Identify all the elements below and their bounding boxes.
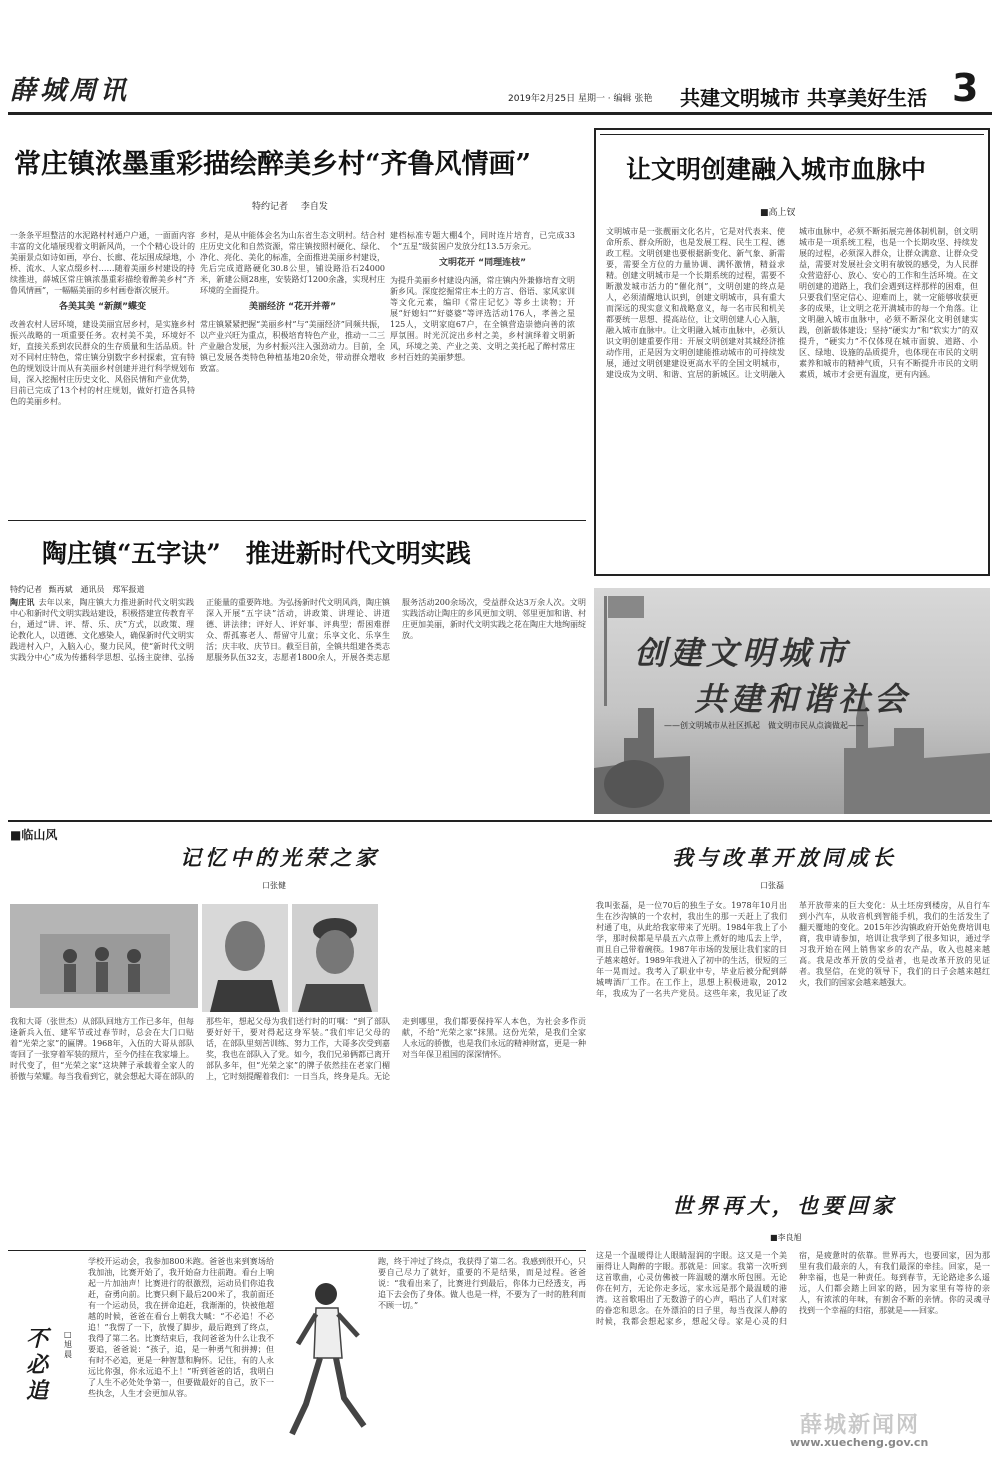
article2-body: 文明城市是一张靓丽文化名片，它是对代表来、使命所系、群众所盼，也是发展工程、民生工程、德政工程。文明创建也要根据新变化、新气象、新需要，需要全方位的力量协调、满怀激情，精益求精。创建文明城市是一个长期系统的过程，需要不断激发城市活力的“催化剂”，文明创建的终点是人，必须清醒地认识到，创建文明城市，具有重大而深远的现实意义和战略意义，每一名市民和机关都要统一思想、提高站位，让文明创建人心入脑，融入城市血脉中。让文明融入城市血脉中，必须认识文明创建重要作用：开展文明创建对其城经济推动作用，正是因为文明创建能推动城市的可持续发展，通过文明创建建设更高水平的全国文明城市，建设成为文明、和谐、宜居的新城区。让文明融入城市血脉中，必须不断拓展完善体制机制，创文明城市是一项系统工程，也是一个长期攻坚、持续发展的过程，必须深入群众，让群众满意、让群众受益，需要对发展社会文明有敏锐的感受，为人民群众营造舒心、放心、安心的工作和生活环境。在文明创建的道路上，我们会遇到这样那样的困难，但只要我们坚定信心、迎难而上，就一定能够收获更多的成果，让文明之花开满城市的每一个角落。让文明融入城市血脉中，必须不断深化文明创建实践，创新载体建设；坚持“硬实力”和“软实力”的双提升，“硬实力”不仅体现在城市面貌、道路、小区、绿地、设施的品质提升，也体现在市民的文明素养和城市的精神气质，只有不断提升市民的文明素质，城市才会更有温度，更有内涵。 — [606, 227, 978, 379]
article3-byline — [10, 584, 145, 595]
article5-body: 我叫张磊，是一位70后的独生子女。1978年10月出生在沙沟镇的一个农村，我出生的那一天赶上了我们村通了电，从此给我家带来了光明。1984年我上了小学，那时候都是早晨五六点带上煮好的地瓜去上学，而且自己带着碗筷。1987年市场的发展让我们家的日子越来越好。1989年我进入了初中的生活，很短的三年一晃而过。我考入了职业中专，毕业后被分配到薛城啤酒厂工作。在工作上，思想上积极进取，2012年，我成为了一名共产党员。这些年来，我见证了改革开放带来的巨大变化：从土坯房到楼房，从自行车到小汽车，从收音机到智能手机，我们的生活发生了翻天覆地的变化。2015年沙沟镇政府开始免费培训电商，我申请参加，培训让我学到了很多知识，通过学习我开始在网上销售家乡的农产品，收入也越来越高。我是改革开放的受益者，也是改革开放的见证者。我坚信，在党的领导下，我们的日子会越来越红火，我们的国家会越来越强大。 — [596, 901, 990, 998]
family-photo — [10, 904, 198, 1008]
portrait-right-art — [292, 904, 378, 1012]
byline-names: 甄再斌 通讯员 郑军报道 — [48, 585, 145, 594]
article1-col3 — [390, 230, 575, 510]
date-line: 2019年2月25日 星期一 · 编辑 张艳 — [508, 94, 653, 104]
subheading: 各美其美 “新颜”蝶变 — [59, 302, 146, 312]
byline-name: 李自发 — [300, 202, 328, 212]
article7-body2: 跑，终于冲过了终点，我获得了第二名。我感到很开心，只要自己尽力了就好，重要的不是结果，而是过程。爸爸说：“我看出来了，比赛进行到最后，你体力已经透支，再追下去会伤了身体。做人也是一样，不要为了一时的胜利而不顾一切。” — [378, 1257, 586, 1310]
article6-byline: ■李良旭 — [770, 1233, 802, 1242]
article4-body: 我和大哥（张世杰）从部队回地方工作已多年，但每逢新兵入伍、建军节或过春节时，总会在大门口贴着“光荣之家”的匾牌。1968年，入伍的大哥从部队寄回了一张穿着军装的照片，至今仍挂在我家墙上。时代变了，但“光荣之家”这块牌子承载着全家人的骄傲与荣耀。每当我看到它，就会想起大哥在部队的那些年，想起父母为我们送行时的叮嘱：“到了部队要好好干，要对得起这身军装。”我们牢记父母的话，在部队里刻苦训练、努力工作，大哥多次受到嘉奖，我也在部队入了党。如今，我们兄弟俩都已离开部队多年，但“光荣之家”的牌子依然挂在老家门楣上，它时刻提醒着我们：一日当兵，终身是兵。无论走到哪里，我们都要保持军人本色，为社会多作贡献，不给“光荣之家”抹黑。这份光荣，是我们全家人永远的骄傲，也是我们永远的精神财富，更是一种对当年保卫祖国的深深情怀。 — [10, 1017, 586, 1081]
article6-headline: 世界再大，也要回家 — [672, 1193, 897, 1218]
section-title: 共建文明城市 共享美好生活 — [680, 86, 927, 110]
paragraph: 乡村，是从中能体会名为山东省生态文明村。结合村庄历史文化和自然资源，常庄镇按照村硬化、绿化、净化、亮化、美化的标准，全面推进美丽乡村建设，先后完成道路硬化30.8公里，铺设路沿石24000米，新建公厕28座，安装路灯1200余盏，实现村庄环境的全面提升。 — [200, 231, 385, 295]
banner-line2: 共建和谐社会 — [694, 680, 911, 718]
footer-watermark: 薛城新闻网 — [800, 1412, 921, 1438]
article4-headline: 记忆中的光荣之家 — [180, 845, 380, 870]
paragraph: 去年以来，陶庄镇大力推进新时代文明实践中心和新时代文明实践站建设，积极搭建宣传教育平台，通过“讲、评、帮、乐、庆”方式，以政策、理论教化人，以道德、文化感染人，确保新时代文明实践进村入户，入脑入心，聚力民风，使“新时代文明实践分中心”成为传播科学思想、弘扬主旋律、弘扬正能量的重要阵地。为弘扬新时代文明风尚，陶庄镇深入开展“五字诀”活动，讲政策、讲理论、讲道德、讲法律；评好人、评好事、评典型；帮困难群众、帮孤寡老人、帮留守儿童；乐享文化、乐享生活；庆丰收、庆节日。截至目前，全镇共组建各类志愿服务队伍32支，志愿者1800余人，开展各类志愿服务活动200余场次，受益群众达3万余人次。文明实践活动让陶庄的乡风更加文明、邻里更加和谐、村庄更加美丽，新时代文明实践之花在陶庄大地绚丽绽放。 — [10, 598, 586, 662]
banner-image — [594, 588, 990, 814]
divider — [8, 1250, 586, 1251]
family-photo-art — [10, 904, 198, 1008]
runner-photo — [278, 1258, 374, 1454]
article7-headline: 不必追 — [26, 1326, 49, 1404]
byline-label: 特约记者 — [252, 202, 289, 212]
paragraph: 建档标准专题大棚4个，同时连片培育，已完成33个“五星”级贫困户发放分红13.5万余元。 — [390, 231, 575, 251]
masthead-rule — [8, 112, 992, 115]
article3-headline: 陶庄镇“五字诀” 推进新时代文明实践 — [42, 539, 471, 568]
portrait-right-photo — [292, 904, 378, 1012]
column-tag: ■临山风 — [10, 828, 58, 842]
article1-col1 — [10, 230, 195, 510]
divider — [8, 520, 586, 521]
subheading: 文明花开 “同理连枝” — [439, 258, 526, 268]
lead-name: 陶庄讯 — [10, 598, 35, 607]
page-number: 3 — [952, 66, 979, 110]
subheading: 美丽经济 “花开并蒂” — [249, 302, 336, 312]
article5-headline: 我与改革开放同成长 — [672, 845, 897, 870]
article3-body — [10, 597, 586, 805]
banner-line1: 创建文明城市 — [634, 634, 851, 672]
article6-body: 这是一个温暖得让人眼睛湿润的字眼。这又是一个美丽得让人陶醉的字眼。那就是：回家。我第一次听到这首歌曲，心灵仿佛被一阵温暖的潮水所包围。无论你在何方，无论你走多远，家永远是那个最温暖的港湾。这首歌唱出了无数游子的心声，唱出了人们对家的眷恋和思念。在外漂泊的日子里，每当夜深人静的时候，我都会想起家乡，想起父母。家是心灵的归宿，是疲惫时的依靠。世界再大，也要回家，因为那里有我们最亲的人，有我们最深的牵挂。回家，是一种幸福，也是一种责任。每到春节，无论路途多么遥远，人们都会踏上回家的路，因为家里有等待的亲人，有浓浓的年味，有割舍不断的亲情。你的灵魂寻找到一个幸福的归宿，那就是——回家。 — [596, 1251, 990, 1326]
article5-byline: 口张磊 — [760, 881, 784, 890]
paragraph: 常庄镇紧紧把握“美丽乡村”与“美丽经济”同频共振，以产业兴旺为重点，积极培育特色产业，推动一二三产业融合发展，为乡村振兴注入强劲动力。目前，全镇已发展各类特色种植基地20余处，带动群众增收致富。 — [200, 320, 385, 373]
article2-byline: ■高上钗 — [760, 208, 796, 218]
paragraph: 改善农村人居环境，建设美丽宜居乡村，是实施乡村振兴战略的一项重要任务。农村美不美，环境好不好，直接关系到农民群众的生存质量和生活品质。针对不同村庄特色，常庄镇分别数字乡村探索，宜有特色的规划设计而从有美丽乡村创建并进行科学规划布局，深入挖掘村庄历史文化、风俗民情和产业优势，目前已完成了13个村的村庄规划，做好打造各具特色的美丽乡村。 — [10, 320, 195, 406]
article1-headline: 常庄镇浓墨重彩描绘醉美乡村“齐鲁风情画” — [14, 149, 532, 180]
article1-byline — [252, 199, 328, 212]
paragraph: 为提升美丽乡村建设内涵，常庄镇内外兼修培育文明新乡风。深度挖掘常庄本土的方言、俗语、家风家训等文化元素，编印《常庄记忆》等乡土读物；开展“好媳妇”“好婆婆”等评选活动176人，孝善之星125人，文明家庭67户，在全镇营造崇德向善的浓厚氛围。时光沉淀出乡村之美，乡村演绎着文明新风，环境之美、产业之美、文明之美托起了醉村常庄乡村百姓的美丽梦想。 — [390, 276, 575, 362]
article2-headline: 让文明创建融入城市血脉中 — [626, 155, 927, 184]
portrait-left-photo — [202, 904, 288, 1012]
article7-body: 学校开运动会，我参加800米跑。爸爸也来到赛场给我加油，比赛开始了，我开始奋力往前跑。看台上响起一片加油声！比赛进行的很激烈，运动员们你追我赶，奋勇向前。比赛只剩下最后200米了，我前面还有一个运动员，我在拼命追赶，我渐渐的，快被他超越的时候，爸爸在看台上朝我大喊：“不必追！不必追！”我愣了一下，放慢了脚步，最后跑到了终点，我得了第二名。比赛结束后，我问爸爸为什么让我不要追，爸爸说：“孩子，追，是一种勇气和拼搏；但有时不必追，更是一种智慧和胸怀。记住，有的人永远比你强，你永远追不上！”听到爸爸的话，我明白了人生不必处处争第一，但要做最好的自己，放下一些执念，人生才会更加从容。 — [88, 1257, 274, 1398]
article4-byline: 口张健 — [262, 881, 286, 890]
article7-byline: □旭晨 — [64, 1330, 72, 1359]
paragraph: 一条条平坦整洁的水泥路村村通户户通，一面面内容丰富的文化墙展现着文明新风尚，一个个精心设计的美丽景点如诗如画，亭台、长廊、花坛围成绿地，小桥、流水、人家点缀乡村……随着美丽乡村建设的持续推进，薛城区常庄镇浓墨重彩描绘着醉美乡村“齐鲁风情画”，一幅幅美丽的乡村画卷渐次展开。 — [10, 231, 195, 295]
runner-art — [278, 1258, 374, 1454]
section-rule — [8, 820, 992, 822]
byline-prefix: 特约记者 — [10, 585, 42, 594]
footer-url: www.xuecheng.gov.cn — [790, 1436, 929, 1449]
banner-caption: ——创文明城市从社区抓起 做文明市民从点滴做起—— — [664, 721, 864, 730]
box-inner-rule — [600, 134, 984, 135]
portrait-left-art — [202, 904, 288, 1012]
article1-col2 — [200, 230, 385, 510]
masthead-logo: 薛城周讯 — [10, 76, 131, 106]
